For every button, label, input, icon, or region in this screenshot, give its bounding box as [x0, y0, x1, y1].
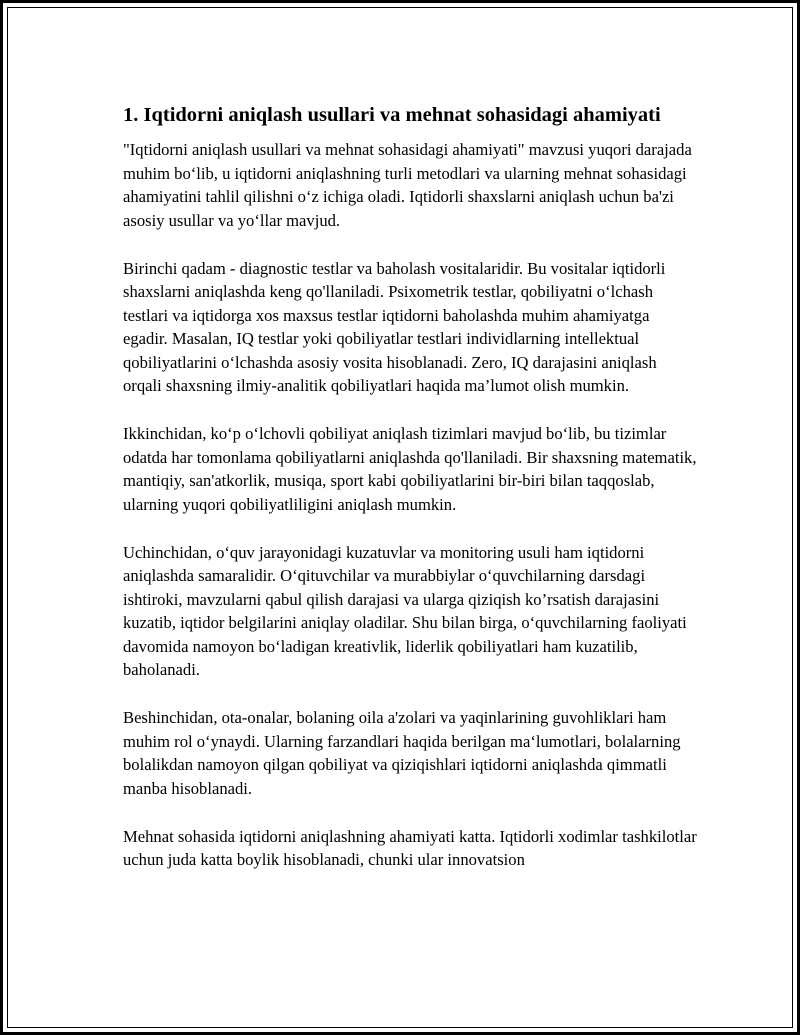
- paragraph-third: Uchinchidan, o‘quv jarayonidagi kuzatuvlar va monitoring usuli ham iqtidorni aniqlashda samaralidir. O‘qituvchilar va murabbiylar o‘quvchilarning darsdagi ishtiroki, mavzularni qabul qilish darajasi va ularga qiziqish ko’rsatish darajasini kuzatib, iqtidor belgilarini aniqlay oladilar. Shu bilan birga, o‘quvchilarning faoliyati davomida namoyon bo‘ladigan kreativlik, liderlik qobiliyatlari ham kuzatilib, baholanadi.: [123, 542, 687, 679]
- document-body: [123, 102, 698, 896]
- paragraph-second: Ikkinchidan, ko‘p o‘lchovli qobiliyat aniqlash tizimlari mavjud bo‘lib, bu tizimlar odatda har tomonlama qobiliyatlarni aniqlashda qo'llaniladi. Bir shaxsning matematik, mantiqiy, san'atkorlik, musiqa, sport kabi qobiliyatlarini bir-biri bilan taqqoslab, ularning yuqori qobiliyatliligini aniqlash mumkin.: [123, 424, 697, 514]
- section-heading: 1. Iqtidorni aniqlash usullari va mehnat sohasidagi ahamiyati: [123, 104, 661, 126]
- page-inner-border: [7, 7, 793, 1028]
- paragraph-first: Birinchi qadam - diagnostic testlar va baholash vositalaridir. Bu vositalar iqtidorli shaxslarni aniqlashda keng qo'llaniladi. Psixometrik testlar, qobiliyatni o‘lchash testlari va iqtidorga xos maxsus testlar iqtidorni baholashda muhim ahamiyatga egadir. Masalan, IQ testlar yoki qobiliyatlar testlari individlarning intellektual qobiliyatlarini o‘lchashda asosiy vosita hisoblanadi. Zero, IQ darajasini aniqlash orqali shaxsning ilmiy-analitik qobiliyatlari haqida ma’lumot olish mumkin.: [123, 258, 666, 395]
- paragraph-intro: "Iqtidorni aniqlash usullari va mehnat sohasidagi ahamiyati" mavzusi yuqori darajada muhim bo‘lib, u iqtidorni aniqlashning turli metodlari va ularning mehnat sohasidagi ahamiyatini tahlil qilishni o‘z ichiga oladi. Iqtidorli shaxslarni aniqlash uchun ba'zi asosiy usullar va yo‘llar mavjud.: [123, 140, 692, 230]
- paragraph-fifth: Beshinchidan, ota-onalar, bolaning oila a'zolari va yaqinlarining guvohliklari ham muhim rol o‘ynaydi. Ularning farzandlari haqida berilgan ma‘lumotlari, bolalarning bolalikdan namoyon qilgan qobiliyat va qiziqishlari iqtidorni aniqlashda qimmatli manba hisoblanadi.: [123, 708, 681, 798]
- paragraph-conclusion: Mehnat sohasida iqtidorni aniqlashning ahamiyati katta. Iqtidorli xodimlar tashkilotlar uchun juda katta boylik hisoblanadi, chunki ular innovatsion: [123, 826, 697, 869]
